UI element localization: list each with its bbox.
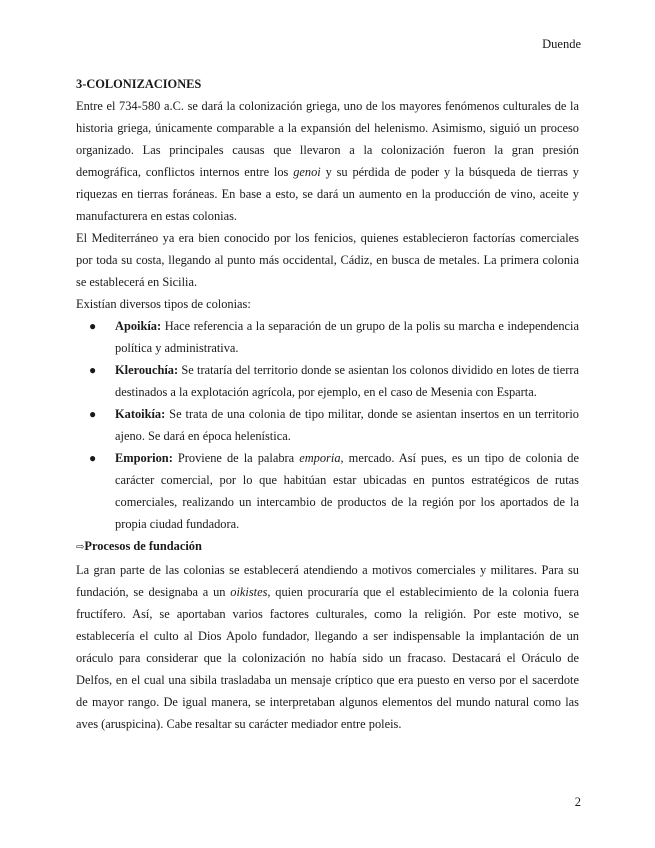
definition-apoikia: Hace referencia a la separación de un grupo de la polis su marcha e independencia política y administrativa. xyxy=(115,319,579,355)
section-title: 3-COLONIZACIONES xyxy=(76,77,202,91)
term-klerouchia: Klerouchía: xyxy=(115,363,179,377)
subsection-title-text: Procesos de fundación xyxy=(84,539,202,553)
term-apoikia: Apoikía: xyxy=(115,319,162,333)
definition-emporion-a: Proviene de la palabra xyxy=(172,451,300,465)
list-intro: Existían diversos tipos de colonias: xyxy=(76,297,251,311)
term-genoi: genoi xyxy=(293,165,321,179)
arrow-right-icon: ⇨ xyxy=(76,542,85,553)
term-oikistes: oikistes xyxy=(230,585,268,599)
bullet-icon: ● xyxy=(89,451,97,465)
bullet-icon: ● xyxy=(89,319,97,333)
list-item-klerouchia xyxy=(76,359,579,403)
paragraph-foundation xyxy=(76,559,579,735)
subsection-title xyxy=(76,535,579,559)
list-item-apoikia xyxy=(76,315,579,359)
page-number: 2 xyxy=(574,795,581,809)
list-item-emporion xyxy=(76,447,579,535)
header-author: Duende xyxy=(542,37,581,51)
bullet-icon: ● xyxy=(89,363,97,377)
term-emporia: emporia xyxy=(299,451,341,465)
paragraph-mediterranean: El Mediterráneo ya era bien conocido por los fenicios, quienes establecieron factorías comerciales por toda su costa, llegando al punto más occidental, Cádiz, en busca de metales. La primera colonia se establecerá en Sicilia. xyxy=(76,231,579,289)
term-emporion: Emporion: xyxy=(115,451,173,465)
paragraph-foundation-text-a: La gran parte de las colonias se establecerá atendiendo a motivos comerciales y militares. Para su fundación, se designaba a un xyxy=(76,563,579,599)
paragraph-intro-text-b: y su pérdida de poder y la búsqueda de tierras y riquezas en tierras foráneas. En base a esto, se dará un aumento en la producción de vino, aceite y manufacturera en estas colonias. xyxy=(76,165,579,223)
definition-klerouchia: Se trataría del territorio donde se asientan los colonos dividido en lotes de tierra destinados a la explotación agrícola, por ejemplo, en el caso de Mesenia con Esparta. xyxy=(115,363,579,399)
colony-types-list xyxy=(76,315,579,535)
bullet-icon: ● xyxy=(89,407,97,421)
paragraph-intro-text-a: Entre el 734-580 a.C. se dará la colonización griega, uno de los mayores fenómenos culturales de la historia griega, únicamente comparable a la expansión del helenismo. Asimismo, siguió un proceso organizado. Las principales causas que llevaron a la colonización fueron la gran presión demográfica, conflictos internos entre los xyxy=(76,99,579,179)
term-katoikia: Katoikía: xyxy=(115,407,166,421)
paragraph-intro xyxy=(76,95,579,227)
definition-katoikia: Se trata de una colonia de tipo militar, donde se asientan insertos en un territorio ajeno. Se dará en época helenística. xyxy=(115,407,579,443)
page-content xyxy=(76,73,579,735)
definition-emporion-b: , mercado. Así pues, es un tipo de colonia de carácter comercial, por lo que habitúan estar ubicadas en puntos estratégicos de rutas comerciales, realizando un intercambio de productos de la región por los aportados de la propia ciudad fundadora. xyxy=(115,451,579,531)
paragraph-foundation-text-b: , quien procuraría que el establecimiento de la colonia fuera fructífero. Así, se aportaban varios factores culturales, como la religión. Por este motivo, se establecería el culto al Dios Apolo fundador, llegando a ser indispensable la implantación de un oráculo para considerar que la colonización no había sido un fracaso. Destacará el Oráculo de Delfos, en el cual una sibila trasladaba un mensaje críptico que era puesto en verso por el sacerdote de mayor rango. De igual manera, se interpretaban algunos elementos del mundo natural como las aves (aruspicina). Cabe resaltar su carácter mediador entre poleis. xyxy=(76,585,580,731)
list-item-katoikia xyxy=(76,403,579,447)
